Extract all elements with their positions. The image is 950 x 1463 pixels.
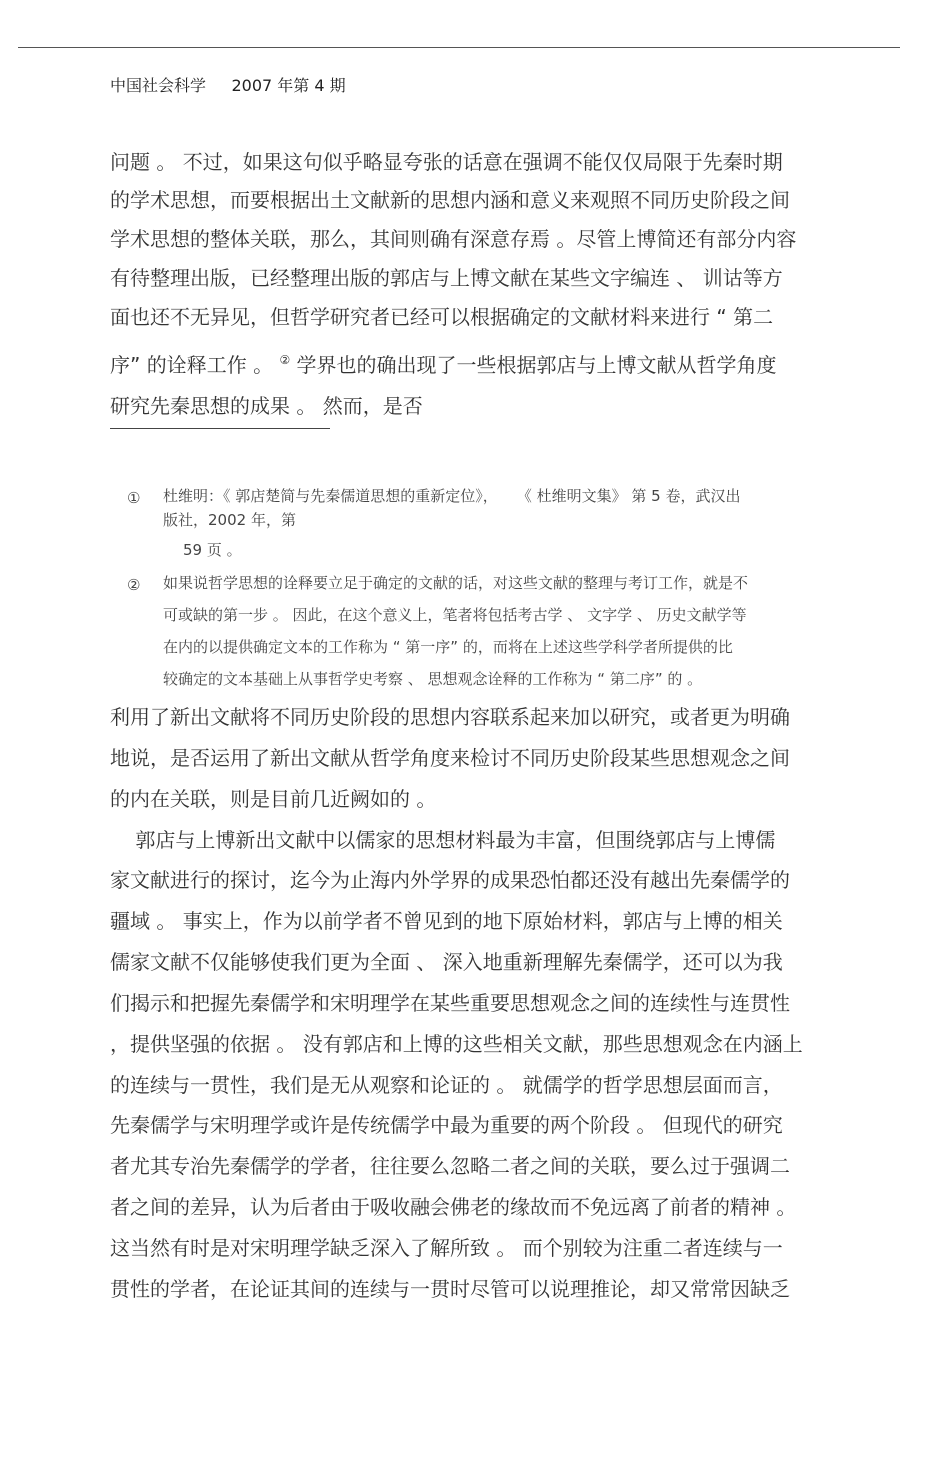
body-line: 者尤其专治先秦儒学的学者，往往要么忽略二者之间的关联，要么过于强调二 (110, 1154, 790, 1178)
body-line: 这当然有时是对宋明理学缺乏深入了解所致 。 而个别较为注重二者连续与一 (110, 1236, 783, 1260)
footnote-line: 版社，2002 年，第 (163, 511, 296, 529)
note-line-before: 序” 的诠释工作 。 (110, 353, 274, 377)
body-line: 家文献进行的探讨，迄今为止海内外学界的成果恐怕都还没有越出先秦儒学的 (110, 868, 790, 892)
body-line: 的内在关联，则是目前几近阙如的 。 (110, 787, 437, 811)
body-line-with-note (110, 354, 777, 375)
body-line: 者之间的差异，认为后者由于吸收融会佛老的缘故而不免远离了前者的精神 。 (110, 1195, 797, 1219)
footnote-marker-1: ① (127, 489, 141, 507)
body-line: ，提供坚强的依据 。 没有郭店和上博的这些相关文献，那些思想观念在内涵上 (110, 1032, 803, 1056)
body-line: 问题 。 不过，如果这句似乎略显夸张的话意在强调不能仅仅局限于先秦时期 (110, 150, 783, 174)
footnote-line: 较确定的文本基础上从事哲学史考察 、 思想观念诠释的工作称为 “ 第二序” 的 。 (163, 670, 703, 688)
header-rule (18, 47, 900, 48)
body-line: 的连续与一贯性，我们是无从观察和论证的 。 就儒学的哲学思想层面而言， (110, 1073, 783, 1097)
body-line: 贯性的学者，在论证其间的连续与一贯时尽管可以说理推论，却又常常因缺乏 (110, 1277, 790, 1301)
footnote-ref-2[interactable]: ② (279, 353, 291, 367)
footnote-line: 如果说哲学思想的诠释要立足于确定的文献的话，对这些文献的整理与考订工作，就是不 (163, 574, 749, 592)
issue-label: 2007 年第 4 期 (231, 76, 346, 95)
body-line: 研究先秦思想的成果 。 然而，是否 (110, 394, 423, 418)
footnote-line: 可或缺的第一步 。 因此，在这个意义上，笔者将包括考古学 、 文字学 、 历史文献学等 (163, 606, 747, 624)
footnote-line: 59 页 。 (183, 541, 242, 559)
body-line: 有待整理出版，已经整理出版的郭店与上博文献在某些文字编连 、 训诂等方 (110, 266, 783, 290)
journal-title: 中国社会科学 (110, 76, 207, 95)
body-line: 地说，是否运用了新出文献从哲学角度来检讨不同历史阶段某些思想观念之间 (110, 746, 790, 770)
running-head (110, 73, 346, 96)
body-line: 学术思想的整体关联，那么，其间则确有深意存焉 。尽管上博简还有部分内容 (110, 227, 797, 251)
body-line: 利用了新出文献将不同历史阶段的思想内容联系起来加以研究，或者更为明确 (110, 705, 790, 729)
note-line-after: 学界也的确出现了一些根据郭店与上博文献从哲学角度 (290, 353, 777, 377)
body-line: 疆域 。 事实上，作为以前学者不曾见到的地下原始材料，郭店与上博的相关 (110, 909, 783, 933)
body-line: 们揭示和把握先秦儒学和宋明理学在某些重要思想观念之间的连续性与连贯性 (110, 991, 790, 1015)
body-line: 儒家文献不仅能够使我们更为全面 、 深入地重新理解先秦儒学，还可以为我 (110, 950, 783, 974)
footnote-line: 在内的以提供确定文本的工作称为 “ 第一序” 的，而将在上述这些学科学者所提供的比 (163, 638, 733, 656)
footnote-marker-2: ② (127, 576, 141, 594)
body-line: 面也还不无异见，但哲学研究者已经可以根据确定的文献材料来进行 “ 第二 (110, 305, 774, 329)
paragraph-start-line: 郭店与上博新出文献中以儒家的思想材料最为丰富，但围绕郭店与上博儒 (110, 828, 776, 852)
body-line: 的学术思想，而要根据出土文献新的思想内涵和意义来观照不同历史阶段之间 (110, 188, 790, 212)
footnote-line: 杜维明：《 郭店楚简与先秦儒道思想的重新定位》， 《 杜维明文集》 第 5 卷，武汉出 (163, 487, 741, 505)
footnote-rule (110, 428, 330, 429)
body-line: 先秦儒学与宋明理学或许是传统儒学中最为重要的两个阶段 。 但现代的研究 (110, 1113, 783, 1137)
